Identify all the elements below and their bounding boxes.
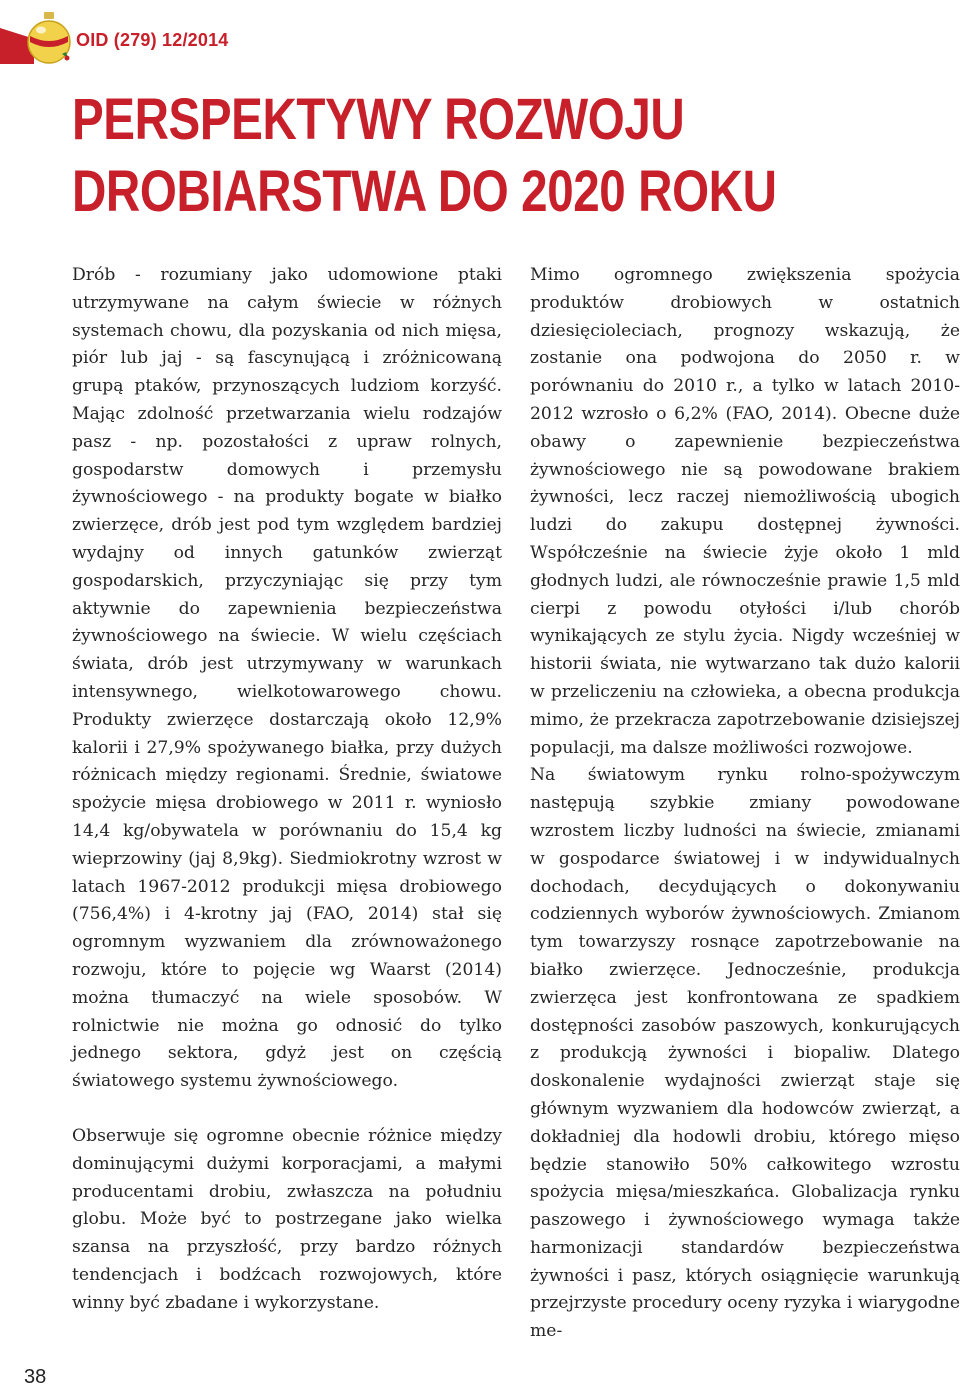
page-header: [0, 10, 300, 66]
left-paragraph-2: Obserwuje się ogromne obecnie różnice między dominującymi dużymi korporacjami, a małymi producentami drobiu, zwłaszcza na południu globu. Może być to postrzegane jako wielka szansa na przyszłość, przy bardzo różnych tendencjach i bodźcach rozwojowych, które winny być zbadane i wykorzystane.: [72, 1125, 502, 1313]
right-paragraph-2: Na światowym rynku rolno-spożywczym następują szybkie zmiany powodowane wzrostem liczby ludności na świecie, zmianami w gospodarce światowej i w indywidualnych dochodach, decydujących o dokonywaniu codziennych wyborów żywnościowych. Zmianom tym towarzyszy rosnące zapotrzebowanie na białko zwierzęce. Jednocześnie, produkcja zwierzęca jest konfrontowana ze spadkiem dostępności zasobów paszowych, konkurujących z produkcją żywności i biopaliw. Dlatego doskonalenie wydajności zwierząt staje się głównym wyzwaniem dla hodowców zwierząt, a dokładniej dla hodowli drobiu, którego mięso będzie stanowiło 50% całkowitego wzrostu spożycia mięsa/mieszkańca. Globalizacja rynku paszowego i żywnościowego wymaga także harmonizacji standardów bezpieczeństwa żywności i pasz, których osiągnięcie warunkują przejrzyste procedury oceny ryzyka i wiarygodne me-: [530, 765, 960, 1342]
article-title-line-1: PERSPEKTYWY ROZWOJU: [72, 87, 685, 152]
left-paragraph-1: Drób - rozumiany jako udomowione ptaki utrzymywane na całym świecie w różnych systemach chowu, dla pozyskania od nich mięsa, piór lub jaj - są fascynującą i zróżnicowaną grupą ptaków, przynoszących ludziom korzyść. Mając zdolność przetwarzania wielu rodzajów pasz - np. pozostałości z upraw rolnych, gospodarstw domowych i przemysłu żywnościowego - na produkty bogate w białko zwierzęce, drób jest pod tym względem bardziej wydajny od innych gatunków zwierząt gospodarskich, przyczyniając się przy tym aktywnie do zapewnienia bezpieczeństwa żywnościowego na świecie. W wielu częściach świata, drób jest utrzymywany w warunkach intensywnego, wielkotowarowego chowu. Produkty zwierzęce dostarczają około 12,9% kalorii i 27,9% spożywanego białka, przy dużych różnicach między regionami. Średnie, światowe spożycie mięsa drobiowego w 2011 r. wyniosło 14,4 kg/obywatela w porównaniu do 15,4 kg wieprzowiny (jaj 8,9kg). Siedmiokrotny wzrost w latach 1967-2012 produkcji mięsa drobiowego (756,4%) i 4-krotny jaj (FAO, 2014) stał się ogromnym wyzwaniem dla zrównoważonego rozwoju, które to pojęcie wg Waarst (2014) można tłumaczyć na wiele sposobów. W rolnictwie nie można go odnosić do tylko jednego sektora, gdyż jest on częścią światowego systemu żywnościowego.: [72, 265, 502, 1092]
right-column: [530, 262, 960, 1346]
page-number: 38: [24, 1366, 47, 1388]
christmas-bauble-icon: [22, 10, 76, 66]
journal-issue-label: OID (279) 12/2014: [76, 30, 229, 50]
article-title: [72, 84, 777, 228]
left-column: [72, 262, 502, 1317]
right-paragraph-1: Mimo ogromnego zwiększenia spożycia produktów drobiowych w ostatnich dziesięcioleciach, prognozy wskazują, że zostanie ona podwojona do 2050 r. w porównaniu do 2010 r., a tylko w latach 2010-2012 wzrosło o 6,2% (FAO, 2014). Obecne duże obawy o zapewnienie bezpieczeństwa żywnościowego nie są powodowane brakiem żywności, lecz raczej niemożliwością ubogich ludzi do zakupu dostępnej żywności. Współcześnie na świecie żyje około 1 mld głodnych ludzi, ale równocześnie prawie 1,5 mld cierpi z powodu otyłości i/lub chorób wynikających ze stylu życia. Nigdy wcześniej w historii świata, nie wytwarzano tak dużo kalorii w przeliczeniu na człowieka, a obecna produkcja mimo, że przekracza zapotrzebowanie dzisiejszej populacji, ma dalsze możliwości rozwojowe.: [530, 265, 960, 758]
article-title-line-2: DROBIARSTWA DO 2020 ROKU: [72, 159, 777, 224]
